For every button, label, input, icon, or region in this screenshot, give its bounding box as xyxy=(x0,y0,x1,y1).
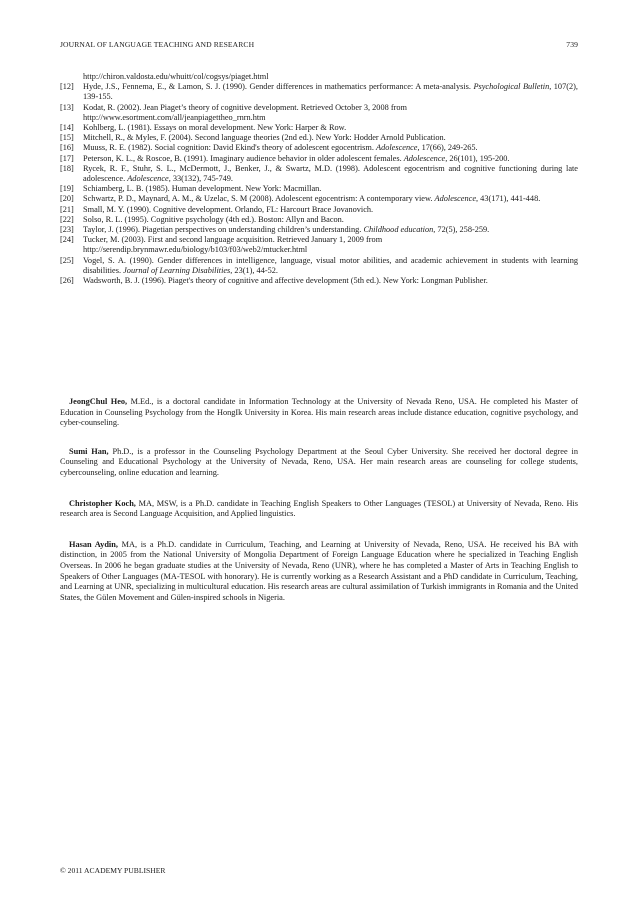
reference-number: [15] xyxy=(60,133,74,143)
reference-text: Tucker, M. (2003). First and second language acquisition. Retrieved January 1, 2009 from xyxy=(83,235,383,245)
reference-text: Taylor, J. (1996). Piagetian perspectives on understanding children’s understanding. Childhood education, 72(5), 258-259. xyxy=(83,225,490,235)
author-bio-han: Sumi Han, Ph.D., is a professor in the Counseling Psychology Department at the Seoul Cyber University. She received her doctoral degree in Counseling and Educational Psychology at the University of Nevada, Reno, USA. Her main research areas are counseling for college students, cybercounseling, online education and learning. xyxy=(60,446,578,477)
reference-item xyxy=(60,205,578,215)
author-biographies xyxy=(60,397,578,603)
reference-number: [25] xyxy=(60,255,74,265)
reference-number: [22] xyxy=(60,214,74,224)
reference-text: Rycek, R. F., Stuhr, S. L., McDermott, J., Benker, J., & Swartz, M.D. (1998). Adolescent egocentrism and cognitive functioning during late adolescence. Adolescence, 33(132), 745-749. xyxy=(83,163,578,184)
reference-item xyxy=(60,143,578,153)
reference-item xyxy=(60,154,578,164)
running-header xyxy=(60,40,578,49)
reference-item xyxy=(60,164,578,184)
reference-text: Muuss, R. E. (1982). Social cognition: David Ekind's theory of adolescent egocentrism. Adolescence, 17(66), 249-265. xyxy=(83,143,478,153)
reference-item xyxy=(60,82,578,102)
reference-item xyxy=(60,133,578,143)
reference-number: [16] xyxy=(60,143,74,153)
author-name: Hasan Aydin, xyxy=(69,539,118,549)
reference-item xyxy=(60,194,578,204)
page-number: 739 xyxy=(566,40,578,49)
reference-item xyxy=(60,103,578,113)
journal-title: JOURNAL OF LANGUAGE TEACHING AND RESEARCH xyxy=(60,40,255,49)
reference-number: [18] xyxy=(60,163,74,173)
reference-item xyxy=(60,235,578,245)
reference-url[interactable]: http://chiron.valdosta.edu/whuitt/col/cogsys/piaget.html xyxy=(83,72,269,81)
reference-text: Schiamberg, L. B. (1985). Human development. New York: Macmillan. xyxy=(83,184,322,194)
reference-number: [13] xyxy=(60,102,74,112)
reference-number: [23] xyxy=(60,225,74,235)
reference-text: Small, M. Y. (1990). Cognitive development. Orlando, FL: Harcourt Brace Jovanovich. xyxy=(83,204,374,214)
reference-item xyxy=(60,184,578,194)
reference-text: Mitchell, R., & Myles, F. (2004). Second language theories (2nd ed.). New York: Hodder Arnold Publication. xyxy=(83,133,446,143)
reference-text: Peterson, K. L., & Roscoe, B. (1991). Imaginary audience behavior in older adolescent females. Adolescence, 26(101), 195-200. xyxy=(83,153,510,163)
author-name: Christopher Koch, xyxy=(69,498,136,508)
reference-item xyxy=(60,225,578,235)
reference-text: Schwartz, P. D., Maynard, A. M., & Uzelac, S. M (2008). Adolescent egocentrism: A contemporary view. Adolescence, 43(171), 441-448. xyxy=(83,194,541,204)
author-bio-koch: Christopher Koch, MA, MSW, is a Ph.D. candidate in Teaching English Speakers to Other Languages (TESOL) at University of Nevada, Reno. His research area is Second Language Acquisition, and Applied linguistics. xyxy=(60,498,578,519)
author-bio-heo: JeongChul Heo, M.Ed., is a doctoral candidate in Information Technology at the University of Nevada Reno, USA. He completed his Master of Education in Counseling Psychology from the HongIk University in Korea. His main research areas include distance education, cognitive psychology, and cyber-counseling. xyxy=(60,397,579,428)
reference-number: [24] xyxy=(60,235,74,245)
copyright-footer: © 2011 ACADEMY PUBLISHER xyxy=(60,866,166,875)
reference-number: [20] xyxy=(60,194,74,204)
reference-number: [21] xyxy=(60,204,74,214)
author-name: Sumi Han, xyxy=(69,446,109,456)
author-name: JeongChul Heo, xyxy=(69,397,128,406)
reference-url[interactable]: http://www.esortment.com/all/jeanpiagettheo_rnrn.htm xyxy=(83,112,266,122)
author-bio-aydin: Hasan Aydin, MA, is a Ph.D. candidate in Curriculum, Teaching, and Learning at University of Nevada, Reno, USA. He received his BA with distinction, in 2005 from the National University of Mongolia Department of Foreign Language Education where he specialized in Teaching English Overseas. In 2006 he began graduate studies at the University of Nevada, Reno (UNR), where he has completed a Master of Arts in Teaching English to Speakers of Other Languages (MA-TESOL with honorary). He is currently working as a Research Assistant and a PhD candidate in Curriculum, Teaching, and Learning at UNR, specializing in multicultural education. His research areas are cultural assimilation of Turkish immigrants in Romania and the United States, the Gülen Movement and Gülen-inspired schools in Nigeria. xyxy=(60,539,578,602)
reference-number: [19] xyxy=(60,184,74,194)
reference-item xyxy=(60,276,578,286)
reference-text: Kodat, R. (2002). Jean Piaget’s theory of cognitive development. Retrieved October 3, 2008 from xyxy=(83,102,407,112)
reference-number: [17] xyxy=(60,153,74,163)
reference-list xyxy=(60,72,578,286)
reference-text: Hyde, J.S., Fennema, E., & Lamon, S. J. (1990). Gender differences in mathematics performance: A meta-analysis. Psychological Bulletin, 107(2), 139-155. xyxy=(83,82,578,102)
reference-item xyxy=(60,256,578,276)
reference-text: Wadsworth, B. J. (1996). Piaget's theory of cognitive and affective development (5th ed.). New York: Longman Publisher. xyxy=(83,276,488,286)
reference-text: Solso, R. L. (1995). Cognitive psychology (4th ed.). Boston: Allyn and Bacon. xyxy=(83,214,344,224)
reference-text: Kohlberg, L. (1981). Essays on moral development. New York: Harper & Row. xyxy=(83,123,347,133)
reference-item xyxy=(60,123,578,133)
reference-url[interactable]: http://serendip.brynmawr.edu/biology/b103/f03/web2/mtucker.html xyxy=(83,245,308,255)
reference-text: Vogel, S. A. (1990). Gender differences in intelligence, language, visual motor abilities, and academic achievement in students with learning disabilities. Journal of Learning Disabilities, 23(1), 44-52. xyxy=(83,255,578,275)
reference-number: [12] xyxy=(60,82,74,92)
reference-item xyxy=(60,215,578,225)
reference-number: [14] xyxy=(60,123,74,133)
reference-number: [26] xyxy=(60,276,74,286)
